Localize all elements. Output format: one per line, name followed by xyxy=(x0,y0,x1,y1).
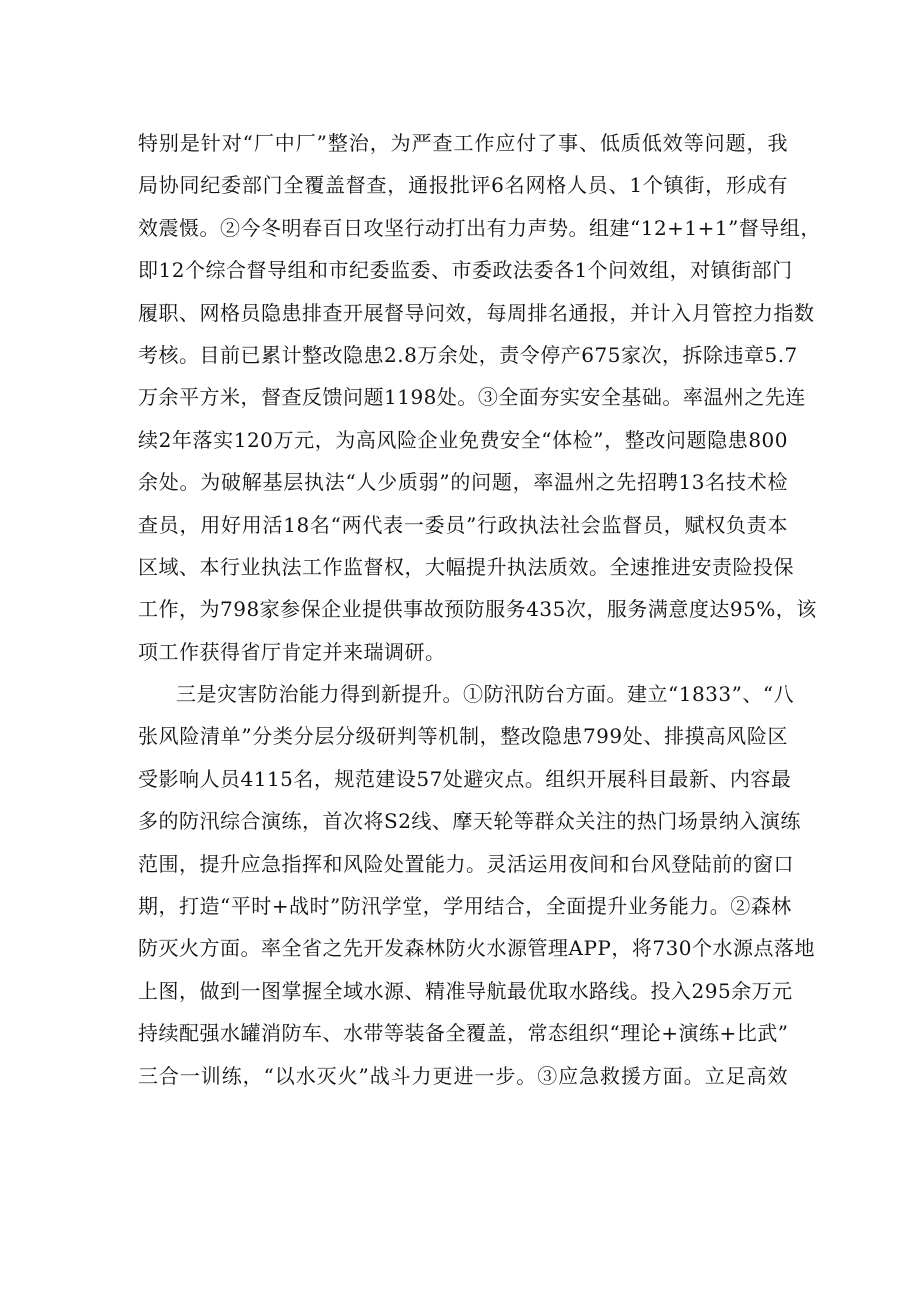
paragraph-1-line: 续2年落实120万元，为高风险企业免费安全“体检”，整改问题隐患800 xyxy=(138,427,788,452)
paragraph-2-line: 范围，提升应急指挥和风险处置能力。灵活运用夜间和台风登陆前的窗口 xyxy=(138,851,794,876)
paragraph-1-line: 查员，用好用活18名“两代表一委员”行政执法社会监督员，赋权负责本 xyxy=(138,512,788,537)
paragraph-1-line: 项工作获得省厅肯定并来瑞调研。 xyxy=(138,639,446,664)
paragraph-1-line: 效震慑。②今冬明春百日攻坚行动打出有力声势。组建“12+1+1”督导组， xyxy=(138,215,821,240)
paragraph-2-line: 三合一训练，“以水灭火”战斗力更进一步。③应急救援方面。立足高效 xyxy=(138,1063,788,1088)
paragraph-1-line: 万余平方米，督查反馈问题1198处。③全面夯实安全基础。率温州之先连 xyxy=(138,385,806,410)
paragraph-2-line: 多的防汛综合演练，首次将S2线、摩天轮等群众关注的热门场景纳入演练 xyxy=(138,809,801,834)
paragraph-2-line: 张风险清单”分类分层分级研判等机制，整改隐患799处、排摸高风险区 xyxy=(138,724,788,749)
body-text xyxy=(138,122,821,1097)
paragraph-1-line: 特别是针对“厂中厂”整治，为严查工作应付了事、低质低效等问题，我 xyxy=(138,131,788,155)
paragraph-1-line: 即12个综合督导组和市纪委监委、市委政法委各1个问效组，对镇街部门 xyxy=(138,258,793,283)
paragraph-1-line: 区域、本行业执法工作监督权，大幅提升执法质效。全速推进安责险投保 xyxy=(138,554,794,579)
paragraph-2-line: 防灭火方面。率全省之先开发森林防火水源管理APP，将730个水源点落地 xyxy=(138,936,816,961)
paragraph-1-line: 余处。为破解基层执法“人少质弱”的问题，率温州之先招聘13名技术检 xyxy=(138,470,788,495)
paragraph-2-line: 受影响人员4115名，规范建设57处避灾点。组织开展科目最新、内容最 xyxy=(138,766,792,791)
paragraph-1-line: 考核。目前已累计整改隐患2.8万余处，责令停产675家次，拆除违章5.7 xyxy=(138,342,798,367)
paragraph-1-line: 局协同纪委部门全覆盖督查，通报批评6名网格人员、1个镇街，形成有 xyxy=(138,173,788,198)
paragraph-2-line: 三是灾害防治能力得到新提升。①防汛防台方面。建立“1833”、“八 xyxy=(176,682,795,707)
paragraph-2-line: 上图，做到一图掌握全域水源、精准导航最优取水路线。投入295余万元 xyxy=(138,978,793,1003)
paragraph-2-line: 期，打造“平时+战时”防汛学堂，学用结合，全面提升业务能力。②森林 xyxy=(138,894,792,919)
paragraph-2-line: 持续配强水罐消防车、水带等装备全覆盖，常态组织“理论+演练+比武” xyxy=(138,1021,789,1046)
paragraph-1-line: 履职、网格员隐患排查开展督导问效，每周排名通报，并计入月管控力指数 xyxy=(138,300,815,325)
paragraph-1-line: 工作，为798家参保企业提供事故预防服务435次，服务满意度达95%，该 xyxy=(138,597,817,622)
